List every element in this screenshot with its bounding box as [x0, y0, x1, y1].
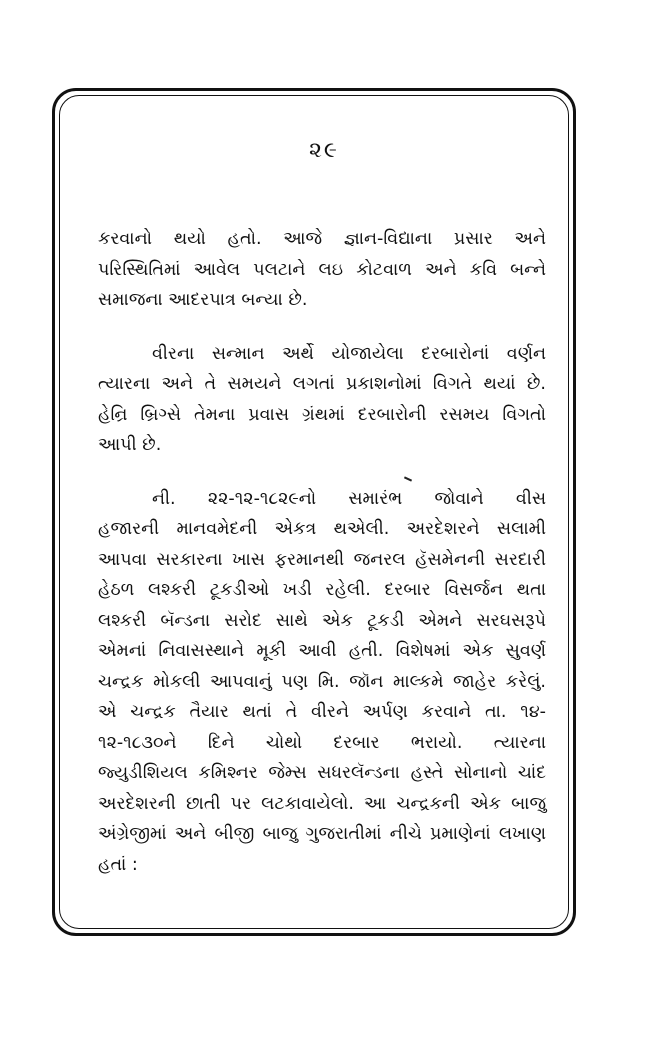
- paragraph-1: [98, 224, 546, 316]
- text-line: હજારની માનવમેદની એકત્ર થએલી. અરદેશરને સલામી: [98, 519, 546, 539]
- text-line: આપવા સરકારના ખાસ ફરમાનથી જનરલ હૅસમેનની સરદારી: [98, 549, 546, 570]
- text-line: ની. ૨૨-૧૨-૧૮૨૯નો સમારંભ જોવાને વીસ: [152, 488, 546, 509]
- text-line: ૧૨-૧૮૩૦ને દિને ચોથો દરબાર ભરાયો. ત્યારના: [98, 732, 546, 753]
- text-line: જ્યુડીશિયલ કમિશ્નર જેમ્સ સધરલૅન્ડના હસ્તે સોનાનો ચાંદ: [98, 763, 546, 783]
- text-line: એ ચન્દ્રક તૈયાર થતાં તે વીરને અર્પણ કરવાને તા. ૧૪-: [98, 702, 546, 722]
- paragraph-2: [98, 339, 546, 461]
- text-line: કરવાનો થયો હતો. આજે જ્ઞાન-વિદ્યાના પ્રસાર અને: [98, 229, 546, 249]
- text-line: પરિસ્થિતિમાં આવેલ પલટાને લઇ કોટવાળ અને કવિ બન્ને: [98, 259, 546, 280]
- text-line: હતાં :: [98, 854, 138, 875]
- text-line: હેન્રિ બ્રિગ્સે તેમના પ્રવાસ ગ્રંથમાં દરબારોની રસમય વિગતો: [98, 404, 546, 425]
- text-line: લશ્કરી બૅન્ડના સરોદ સાથે એક ટૂકડી એમને સરઘસરૂપે: [98, 610, 546, 631]
- text-line: અરદેશરની છાતી પર લટકાવાયેલો. આ ચન્દ્રકની એક બાજુ: [98, 793, 546, 814]
- text-line: અંગ્રેજીમાં અને બીજી બાજુ ગુજરાતીમાં નીચે પ્રમાણેનાં લખાણ: [98, 824, 546, 844]
- text-line: હેઠળ લશ્કરી ટૂકડીઓ ખડી રહેલી. દરબાર વિસર્જન થતા: [98, 580, 546, 600]
- body-text: [98, 224, 546, 903]
- text-line: એમનાં નિવાસસ્થાને મૂકી આવી હતી. વિશેષમાં એક સુવર્ણ: [98, 641, 546, 661]
- text-line: વીરના સન્માન અર્થે યોજાયેલા દરબારોનાં વર્ણન: [152, 343, 546, 364]
- text-line: આપી છે.: [98, 435, 162, 455]
- text-line: સમાજના આદરપાત્ર બન્યા છે.: [98, 290, 308, 310]
- text-line: ચન્દ્રક મોકલી આપવાનું પણ મિ. જૉન માલ્કમે જાહેર કરેલું.: [98, 671, 546, 692]
- paragraph-3: [98, 484, 546, 881]
- text-line: ત્યારના અને તે સમયને લગતાં પ્રકાશનોમાં વિગતે થયાં છે.: [98, 374, 546, 394]
- page-number: ૨૯: [309, 138, 339, 163]
